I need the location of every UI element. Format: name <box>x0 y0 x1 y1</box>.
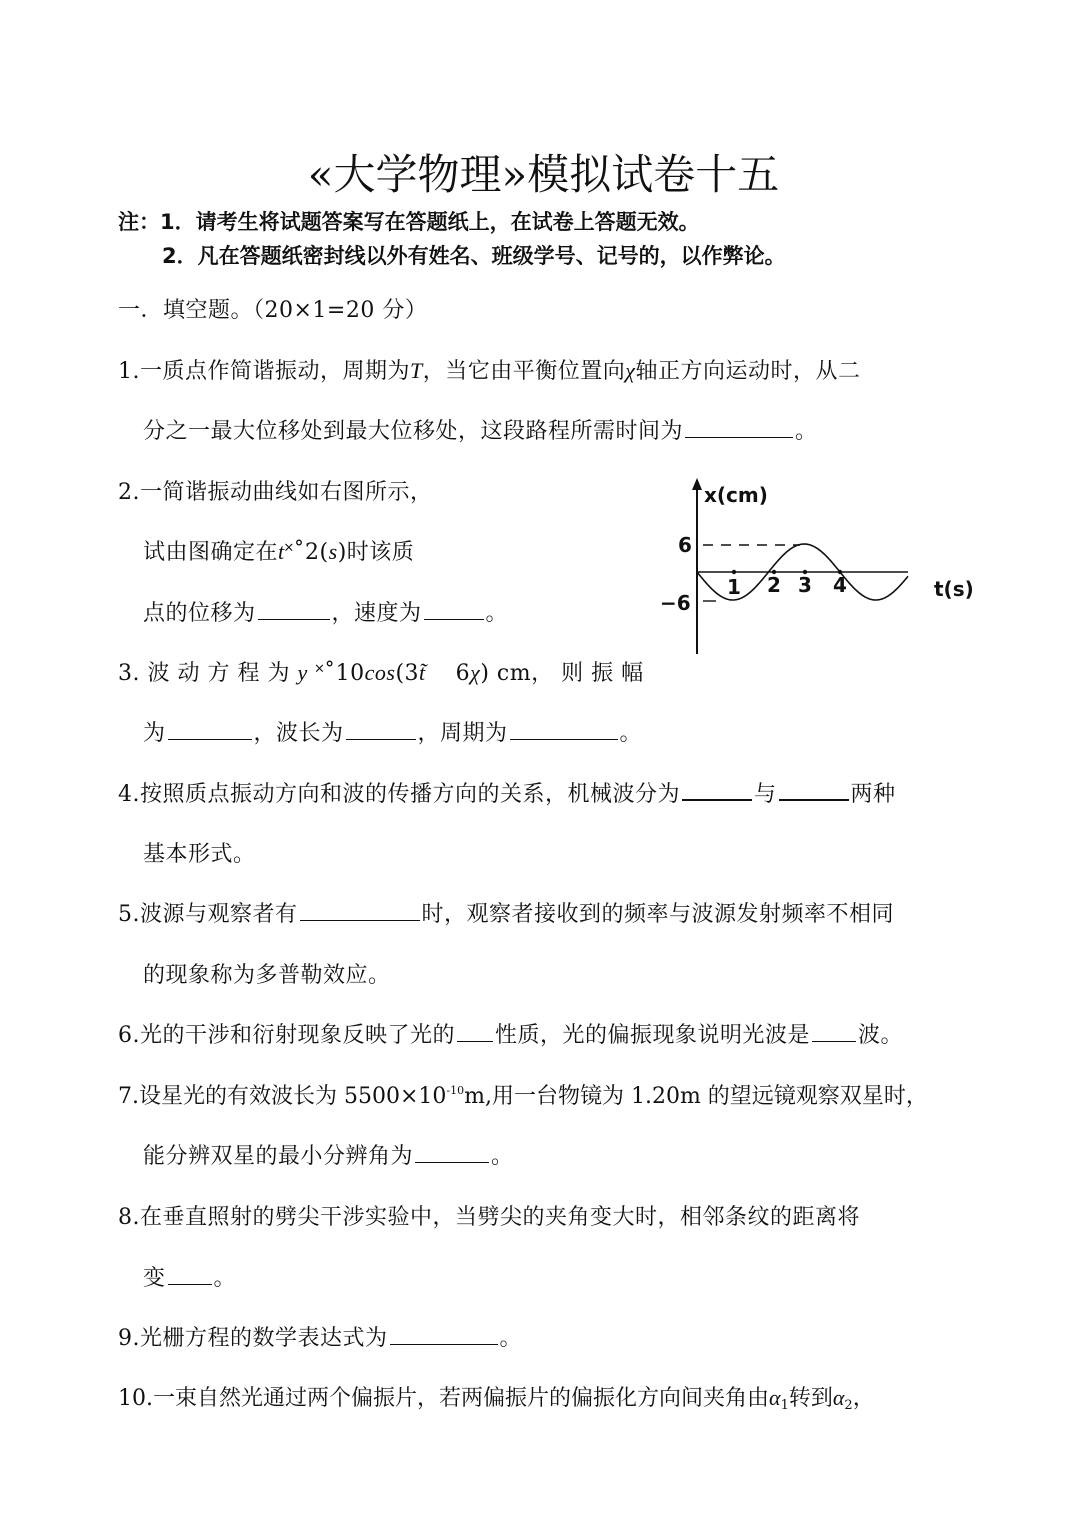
x-tick-3: 3 <box>798 573 812 597</box>
question-6-line-1 <box>118 1018 903 1049</box>
q2-text-b: 试由图确定在 <box>143 540 279 565</box>
q1-symbol-T: T <box>410 358 423 383</box>
q1-answer-blank[interactable] <box>685 417 793 438</box>
q3-symbol-chi: χ <box>470 660 481 685</box>
q4-text-b: 与 <box>754 782 777 807</box>
q10-subscript-1: 1 <box>780 1398 789 1413</box>
q3-eq2: (3 <box>395 661 420 686</box>
q4-answer-blank-2[interactable] <box>779 779 849 801</box>
q10-alpha-2: α <box>832 1385 845 1410</box>
q10-text-a: 10.一束自然光通过两个偏振片，若两偏振片的偏振化方向间夹角由 <box>118 1386 769 1411</box>
question-7-line-2 <box>143 1139 514 1170</box>
q3-wavelength-blank[interactable] <box>346 719 416 740</box>
q2-text-e: ，速度为 <box>331 601 422 626</box>
question-3-line-2 <box>143 716 642 747</box>
q2-velocity-blank[interactable] <box>424 599 484 620</box>
q9-text-a: 9.光栅方程的数学表达式为 <box>118 1326 388 1351</box>
question-8-line-1: 8.在垂直照射的劈尖干涉实验中，当劈尖的夹角变大时，相邻条纹的距离将 <box>118 1205 860 1230</box>
q3-text-d: ，波长为 <box>253 721 344 746</box>
question-10-line-1 <box>118 1381 875 1413</box>
q6-answer-blank-2[interactable] <box>812 1021 856 1042</box>
question-4-line-1 <box>118 777 896 808</box>
q4-text-c: 两种 <box>850 782 896 807</box>
q9-answer-blank[interactable] <box>390 1324 498 1345</box>
q10-alpha-1: α <box>769 1385 781 1410</box>
q7-text-b: m,用一台物镜为 1.20m 的望远镜观察双星时， <box>464 1084 928 1109</box>
q9-text-b: 。 <box>499 1326 523 1351</box>
q3-cos: cos <box>364 660 396 685</box>
q6-answer-blank-1[interactable] <box>457 1021 493 1042</box>
q3-period-blank[interactable] <box>510 719 618 740</box>
section-heading: 一．填空题。（20×1=20 分） <box>118 298 428 323</box>
q2-symbol-t: t <box>278 539 285 564</box>
q7-text-a: 7.设星光的有效波长为 5500×10 <box>118 1084 447 1109</box>
q3-eq3: 6 <box>425 661 471 686</box>
exam-title: «大学物理»模拟试卷十五 <box>307 150 780 199</box>
tick-mark-1 <box>732 570 736 574</box>
y-tick-positive: 6 <box>678 533 692 557</box>
x-axis-label: t(s) <box>934 577 974 601</box>
q1-text-a: 1.一质点作简谐振动，周期为 <box>118 359 410 384</box>
q2-eq: ˟˚2( <box>284 540 329 565</box>
q1-text-c: 轴正方向运动时，从二 <box>635 359 861 384</box>
question-2-line-1: 2.一简谐振动曲线如右图所示， <box>118 480 433 505</box>
q2-text-f: 。 <box>485 601 509 626</box>
q7-answer-blank[interactable] <box>415 1142 489 1163</box>
q3-symbol-t: t̃ <box>419 660 426 685</box>
x-tick-1: 1 <box>727 575 741 599</box>
x-tick-2: 2 <box>767 573 781 597</box>
q8-text-b: 变 <box>143 1266 166 1291</box>
q10-subscript-2: 2 <box>844 1398 853 1413</box>
q1-text-e: 。 <box>795 419 818 444</box>
y-tick-negative: −6 <box>660 591 691 615</box>
q4-answer-blank-1[interactable] <box>682 779 752 801</box>
q3-text-f: 。 <box>619 721 643 746</box>
q3-amplitude-blank[interactable] <box>168 719 252 740</box>
q2-displacement-blank[interactable] <box>258 599 330 620</box>
q4-text-a: 4.按照质点振动方向和波的传播方向的关系，机械波分为 <box>118 782 680 807</box>
y-axis-label: x(cm) <box>704 483 768 507</box>
question-8-line-2 <box>143 1261 236 1292</box>
question-3-line-1 <box>118 656 644 687</box>
note-2: 2．凡在答题纸密封线以外有姓名、班级学号、记号的，以作弊论。 <box>162 244 786 268</box>
q3-eq1: ˟˚10 <box>307 661 365 686</box>
q5-text-b: 时，观察者接收到的频率与波源发射频率不相同 <box>421 902 895 927</box>
y-axis-arrow-icon <box>692 478 702 490</box>
q7-text-d: 。 <box>491 1144 514 1169</box>
q2-text-c: 时该质 <box>346 540 415 565</box>
q3-eq4: ) <box>480 661 490 686</box>
q3-symbol-y: y <box>297 660 308 685</box>
q3-text-c: 为 <box>143 721 166 746</box>
q5-text-a: 5.波源与观察者有 <box>118 902 298 927</box>
q7-exponent: -10 <box>446 1084 465 1097</box>
q1-symbol-chi: χ <box>625 358 636 383</box>
question-2-line-2 <box>143 535 414 566</box>
question-9-line-1 <box>118 1321 522 1352</box>
q7-text-c: 能分辨双星的最小分辨角为 <box>143 1144 414 1169</box>
question-1-line-1 <box>118 354 860 385</box>
note-1: 注：1．请考生将试题答案写在答题纸上，在试卷上答题无效。 <box>118 210 700 234</box>
q2-symbol-s: s <box>328 539 338 564</box>
q3-text-e: ，周期为 <box>417 721 508 746</box>
q6-text-c: 波。 <box>858 1023 904 1048</box>
question-4-line-2: 基本形式。 <box>143 842 256 867</box>
oscillation-graph <box>650 472 990 662</box>
question-1-line-2 <box>143 414 818 445</box>
q6-text-a: 6.光的干涉和衍射现象反映了光的 <box>118 1023 455 1048</box>
q6-text-b: 性质，光的偏振现象说明光波是 <box>495 1023 811 1048</box>
q1-text-b: ，当它由平衡位置向 <box>422 359 626 384</box>
q2-text-d: 点的位移为 <box>143 601 256 626</box>
x-tick-4: 4 <box>833 573 847 597</box>
q3-text-b: cm， 则 振 幅 <box>489 661 644 686</box>
q1-text-d: 分之一最大位移处到最大位移处，这段路程所需时间为 <box>143 419 684 444</box>
question-2-line-3 <box>143 596 508 627</box>
question-5-line-2: 的现象称为多普勒效应。 <box>143 963 391 988</box>
q10-text-c: ， <box>852 1386 875 1411</box>
q8-text-c: 。 <box>213 1266 237 1291</box>
q5-answer-blank[interactable] <box>300 900 420 921</box>
question-7-line-1 <box>118 1079 928 1110</box>
q10-text-b: 转到 <box>788 1386 833 1411</box>
question-5-line-1 <box>118 897 894 928</box>
q3-text-a: 3. 波 动 方 程 为 <box>118 661 290 686</box>
q2-close: ) <box>337 540 347 565</box>
q8-answer-blank[interactable] <box>168 1264 212 1285</box>
